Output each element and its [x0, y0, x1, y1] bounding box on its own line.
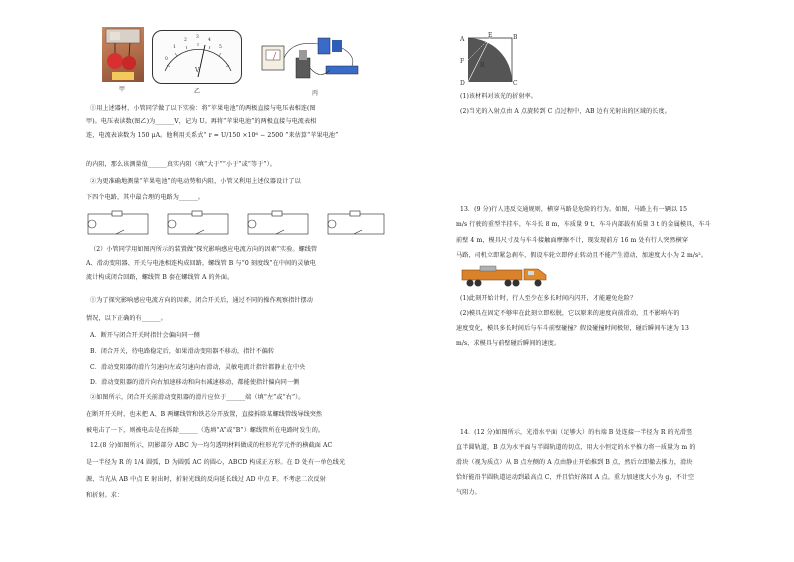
q13-line-1: 13．(9 分)行人违反交通规则，横穿马路是危险的行为。如图，马路上有一辆以 15: [460, 206, 688, 213]
q11-option-a: A．断开与闭合开关时指针会偏向同一侧: [90, 332, 200, 339]
q11-text-line-4: 的内阻，那么该测量值______真实内阻（填“大于”“小于”或“等于”）。: [86, 161, 276, 168]
q12-question-2: (2)当光的入射点由 A 点旋转到 C 点过程中，AB 边有光射出的区域的长度。: [460, 108, 671, 115]
q12-question-1: (1)该材料对该光的折射率。: [460, 93, 538, 100]
q11-part2-line-2: A、滑动变阻器、开关与电池相连构成回路，螺线管 B 与“0 刻度线”在中间的灵敏电: [86, 260, 316, 267]
q11-part2-line-4: ①为了探究影响感应电流方向的因素，闭合开关后，通过不同的操作观察指针摆动: [90, 297, 313, 304]
point-label-f: F: [460, 58, 465, 65]
q11-text-line-3: 连，电流表读数为 150 μA。他利用关系式“ r = U/150 ×10⁶ − 2500 ”来估算“苹果电池”: [86, 132, 339, 139]
point-label-r: R: [480, 62, 485, 69]
q12-line-1: 12.(8 分)如图所示，阴影部分 ABC 为一均匀透明材料做成的柱形光学元件的横截面 AC: [90, 442, 333, 449]
q12-line-2: 是一半径为 R 的 1/4 圆弧，D 为圆弧 AC 的圆心，ABCD 构成正方形。在 D 处有一单色线光: [86, 459, 346, 466]
q11-option-b: B．闭合开关，待电路稳定后，如果滑动变阻器不移动，指针不偏转: [90, 348, 275, 355]
voltmeter-unit: V: [195, 67, 200, 74]
q11-part2-line-5: 情况，以下正确的有______。: [86, 315, 167, 322]
voltmeter-tick-label: 2: [184, 38, 187, 43]
q11-text-line-1: ①用上述器材，小管同学做了以下实验：将“苹果电池”的两极直接与电压表相连(图: [90, 105, 316, 112]
point-label-c: C: [513, 80, 518, 87]
point-label-a: A: [460, 36, 465, 43]
semi-truck-illustration: [460, 264, 554, 290]
q12-line-3: 源，当光从 AB 中点 E 射出时，折射光线的反向延长线过 AD 中点 F。不考虑二次反射: [86, 476, 326, 483]
point-label-e: E: [488, 32, 493, 39]
point-label-d: D: [460, 80, 465, 87]
q13-line-2: m/s 行驶的重型半挂车，车斗长 8 m，车质量 9 t，车斗内部载有质量 3 t 的金属模具，车斗: [456, 221, 711, 228]
q14-line-4: 恰好能沿半圆轨道运动到最高点 C，并且恰好落回 A 点。重力加速度大小为 g，不计空: [456, 474, 695, 481]
q11-text-line-5: ②为更准确地测量“苹果电池”的电动势和内阻，小管又利用上述仪器设计了以: [90, 178, 301, 185]
q11-part2-line-6: ②如图所示，闭合开关前滑动变阻器的滑片应位于______端（填“左”或“右”）。: [90, 394, 305, 401]
figure-label-c: 丙: [312, 90, 319, 97]
q11-part2-line-7: 在断开开关时，也未把 A、B 两螺线管和铁芯分开放置，直接拆除某螺线管线导线突然: [86, 411, 323, 418]
circuit-diagrams: [86, 208, 386, 238]
q13-question-2: (2)模具在固定不够牢在此刻立即松脱，它以原来的速度向前滑动，且不影响车的: [460, 310, 680, 317]
induction-apparatus: [260, 30, 364, 86]
figure-label-a: 甲: [119, 86, 126, 93]
voltmeter-tick-label: 0: [165, 57, 168, 62]
circuit-options-drawing: [86, 208, 386, 238]
q14-line-1: 14．(12 分)如图所示，光滑水平面（足够大）的右端 B 处连接一半径为 R 的光滑竖: [460, 429, 693, 436]
q13-question-1: (1)此刻开始计时，行人至少在多长时间内闪开，才能避免危险？: [460, 295, 637, 302]
q12-line-4: 和折射。求：: [86, 492, 124, 499]
q11-part2-line-8: 被电击了一下，则被电击是在拆除______（选填“A”或“B”）螺线管所在电路时发生的。: [86, 427, 325, 434]
point-label-b: B: [513, 34, 518, 41]
voltmeter-tick-label: 1: [173, 45, 176, 50]
induction-apparatus-drawing: [260, 30, 364, 86]
voltmeter-tick-label: 3: [196, 35, 199, 40]
voltmeter-tick-label: 4: [208, 38, 211, 43]
q11-text-line-6: 下四个电路，其中最合理的电路为______。: [86, 194, 204, 201]
apple-battery-image: [102, 27, 144, 82]
q11-part2-line-3: 流计构成闭合回路，螺线管 B 套在螺线管 A 的外面。: [86, 274, 234, 281]
apple-battery-photo: [102, 27, 144, 82]
q13-question-3: 速度变化，模具多长时间后与车斗前壁碰撞？假设碰撞时间极短，碰后瞬间车速为 13: [456, 325, 689, 332]
q13-question-4: m/s，求模具与前壁碰后瞬间的速度。: [456, 340, 561, 347]
voltmeter-tick-label: 5: [219, 45, 222, 50]
q11-option-c: C．滑动变阻器的滑片匀速向左或匀速向右滑动，灵敏电流计指针都静止在中央: [90, 364, 306, 371]
q14-line-3: 滑块（视为质点）从 B 点左侧的 A 点由静止开始推到 B 点，然后立即撤去推力，滑块: [456, 459, 693, 466]
semi-truck-drawing: [460, 264, 554, 290]
q11-text-line-2: 甲)。电压表读数(图乙)为______V，记为 U。再将“苹果电池”的两极直接与电流表相: [86, 118, 317, 125]
figure-label-b: 乙: [194, 88, 201, 95]
q11-option-d: D．滑动变阻器的滑片向右加速移动和向右减速移动，都能使指针偏向同一侧: [90, 379, 300, 386]
q14-line-5: 气阻力。: [456, 489, 481, 496]
q14-line-2: 直半圆轨道，B 点为水平面与半圆轨道的切点，用大小恒定的水平推力将一质量为 m 的: [456, 444, 696, 451]
q13-line-3: 前壁 4 m，模具尺寸及与车斗接触面摩擦不计，现发现前方 16 m 处有行人突然横穿: [456, 237, 689, 244]
q13-line-4: 马路，司机立即紧急刹车，假设车轮立即停止转动且不能产生滑动，加速度大小为 2 m/s²。: [456, 252, 708, 259]
voltmeter-dial: [152, 30, 242, 84]
q11-part2-line-1: （2）小管同学用如图丙所示的装置做“探究影响感应电流方向的因素”实验。螺线管: [90, 246, 318, 253]
